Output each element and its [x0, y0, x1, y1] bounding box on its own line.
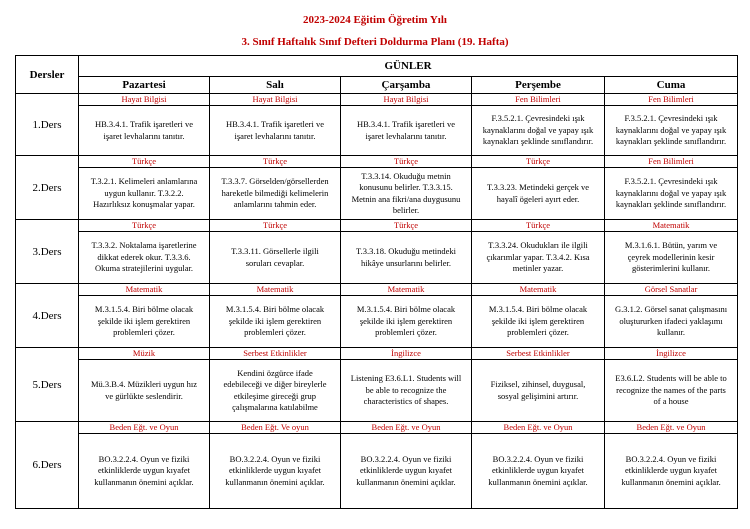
learning-outcome-text — [605, 106, 737, 155]
outcome-text: HB.3.4.1. Trafik işaretleri ve işaret levhalarını tanıtır. — [226, 119, 324, 141]
table-row — [16, 220, 738, 284]
outcome-text: BO.3.2.2.4. Oyun ve fiziki etkinliklerde uygun kıyafet kullanmanın önemini açıklar. — [94, 453, 194, 487]
lesson-cell — [210, 94, 341, 156]
lesson-cell — [341, 422, 472, 509]
outcome-text: T.3.3.24. Okudukları ile ilgili çıkarımlar yapar. T.3.4.2. Kısa metinler yazar. — [486, 240, 590, 274]
lesson-cell — [79, 220, 210, 284]
weekly-plan-table — [15, 55, 738, 509]
lesson-cell — [210, 220, 341, 284]
subject-label: Türkçe — [472, 220, 604, 232]
subject-label: İngilizce — [341, 348, 471, 360]
subject-label: Türkçe — [341, 220, 471, 232]
outcome-text: T.3.3.7. Görselden/görsellerden hareketle bilmediği kelimelerin anlamlarını tahmin eder. — [221, 176, 329, 210]
lesson-cell — [210, 348, 341, 422]
lesson-cell — [79, 156, 210, 220]
day-header-friday: Cuma — [605, 77, 738, 94]
lesson-cell — [472, 94, 605, 156]
outcome-text: F.3.5.2.1. Çevresindeki ışık kaynaklarını doğal ve yapay ışık kaynakları şeklinde sınıflandırır. — [615, 176, 727, 210]
subject-label: İngilizce — [605, 348, 737, 360]
learning-outcome-text — [605, 232, 737, 283]
day-header-tuesday: Salı — [210, 77, 341, 94]
lesson-cell — [472, 422, 605, 509]
learning-outcome-text — [341, 168, 471, 219]
subject-label: Türkçe — [79, 156, 209, 168]
lesson-cell — [210, 422, 341, 509]
learning-outcome-text — [79, 434, 209, 508]
lesson-cell — [79, 284, 210, 348]
outcome-text: BO.3.2.2.4. Oyun ve fiziki etkinliklerde uygun kıyafet kullanmanın önemini açıklar. — [225, 453, 325, 487]
lesson-period-label: 1.Ders — [16, 94, 79, 156]
lesson-cell — [79, 422, 210, 509]
subject-label: Hayat Bilgisi — [79, 94, 209, 106]
subject-label: Serbest Etkinlikler — [210, 348, 340, 360]
outcome-text: T.3.3.14. Okuduğu metnin konusunu belirler. T.3.3.15. Metnin ana fikri/ana duygusunu belirler. — [351, 170, 461, 215]
learning-outcome-text — [79, 360, 209, 421]
subject-label: Fen Bilimleri — [605, 94, 737, 106]
learning-outcome-text — [210, 168, 340, 219]
outcome-text: T.3.3.18. Okuduğu metindeki hikâye unsurlarını belirler. — [356, 246, 456, 268]
outcome-text: BO.3.2.2.4. Oyun ve fiziki etkinliklerde uygun kıyafet kullanmanın önemini açıklar. — [488, 453, 588, 487]
learning-outcome-text — [472, 296, 604, 347]
table-row — [16, 284, 738, 348]
day-header-thursday: Perşembe — [472, 77, 605, 94]
subject-label: Fen Bilimleri — [605, 156, 737, 168]
lesson-cell — [605, 348, 738, 422]
subject-label: Matematik — [79, 284, 209, 296]
learning-outcome-text — [472, 360, 604, 421]
lesson-cell — [472, 284, 605, 348]
subject-label: Beden Eğt. ve Oyun — [605, 422, 737, 434]
subject-label: Beden Eğt. ve Oyun — [79, 422, 209, 434]
learning-outcome-text — [210, 232, 340, 283]
outcome-text: HB.3.4.1. Trafik işaretleri ve işaret levhalarını tanıtır. — [357, 119, 455, 141]
subject-label: Beden Eğt. ve Oyun — [341, 422, 471, 434]
learning-outcome-text — [472, 168, 604, 219]
learning-outcome-text — [472, 232, 604, 283]
outcome-text: Kendini özgürce ifade edebileceği ve diğer bireylerle etkileşime gireceği grup çalışmalarına katılabilme — [223, 367, 327, 412]
learning-outcome-text — [605, 296, 737, 347]
outcome-text: F.3.5.2.1. Çevresindeki ışık kaynaklarını doğal ve yapay ışık kaynakları şeklinde sınıflandırır. — [615, 113, 727, 147]
outcome-text: F.3.5.2.1. Çevresindeki ışık kaynaklarını doğal ve yapay ışık kaynakları şeklinde sınıflandırır. — [482, 113, 594, 147]
outcome-text: HB.3.4.1. Trafik işaretleri ve işaret levhalarını tanıtır. — [95, 119, 193, 141]
lesson-cell — [341, 156, 472, 220]
table-row — [16, 348, 738, 422]
subject-label: Müzik — [79, 348, 209, 360]
subject-label: Türkçe — [341, 156, 471, 168]
lesson-period-label: 3.Ders — [16, 220, 79, 284]
subject-label: Türkçe — [210, 156, 340, 168]
day-header-monday: Pazartesi — [79, 77, 210, 94]
learning-outcome-text — [341, 232, 471, 283]
subject-label: Fen Bilimleri — [472, 94, 604, 106]
lesson-cell — [341, 220, 472, 284]
learning-outcome-text — [79, 168, 209, 219]
outcome-text: M.3.1.5.4. Biri bölme olacak şekilde iki işlem gerektiren problemleri çözer. — [94, 304, 194, 338]
learning-outcome-text — [210, 296, 340, 347]
lesson-period-label: 4.Ders — [16, 284, 79, 348]
lesson-cell — [605, 156, 738, 220]
outcome-text: Fiziksel, zihinsel, duygusal, sosyal gelişimini artırır. — [490, 379, 586, 401]
dersler-header: Dersler — [16, 56, 79, 94]
lesson-cell — [605, 284, 738, 348]
gunler-header: GÜNLER — [79, 56, 738, 77]
subject-label: Hayat Bilgisi — [341, 94, 471, 106]
subject-label: Türkçe — [210, 220, 340, 232]
lesson-cell — [341, 94, 472, 156]
learning-outcome-text — [472, 106, 604, 155]
outcome-text: G.3.1.2. Görsel sanat çalışmasını oluştururken ifadeci yaklaşımı kullanır. — [614, 304, 728, 338]
table-row — [16, 422, 738, 509]
learning-outcome-text — [341, 106, 471, 155]
learning-outcome-text — [341, 296, 471, 347]
table-row — [16, 94, 738, 156]
learning-outcome-text — [79, 296, 209, 347]
outcome-text: M.3.1.6.1. Bütün, yarım ve çeyrek modellerinin kesir gösterimlerini kullanır. — [624, 240, 718, 274]
outcome-text: M.3.1.5.4. Biri bölme olacak şekilde iki işlem gerektiren problemleri çözer. — [488, 304, 588, 338]
learning-outcome-text — [605, 168, 737, 219]
learning-outcome-text — [341, 360, 471, 421]
learning-outcome-text — [79, 232, 209, 283]
learning-outcome-text — [605, 434, 737, 508]
lesson-period-label: 5.Ders — [16, 348, 79, 422]
outcome-text: M.3.1.5.4. Biri bölme olacak şekilde iki işlem gerektiren problemleri çözer. — [225, 304, 325, 338]
outcome-text: Listening E3.6.L1. Students will be able to recognize the characteristics of shapes. — [350, 373, 462, 407]
outcome-text: E3.6.L2. Students will be able to recognize the names of the parts of a house — [615, 373, 727, 407]
lesson-cell — [605, 422, 738, 509]
document-subtitle: 3. Sınıf Haftalık Sınıf Defteri Doldurma Planı (19. Hafta) — [241, 36, 509, 48]
lesson-period-label: 2.Ders — [16, 156, 79, 220]
lesson-cell — [210, 156, 341, 220]
subject-label: Matematik — [210, 284, 340, 296]
learning-outcome-text — [341, 434, 471, 508]
outcome-text: T.3.2.1. Kelimeleri anlamlarına uygun kullanır. T.3.2.2. Hazırlıksız konuşmalar yapar. — [90, 176, 198, 210]
subject-label: Hayat Bilgisi — [210, 94, 340, 106]
subject-label: Görsel Sanatlar — [605, 284, 737, 296]
lesson-cell — [79, 348, 210, 422]
subject-label: Serbest Etkinlikler — [472, 348, 604, 360]
outcome-text: T.3.3.2. Noktalama işaretlerine dikkat ederek okur. T.3.3.6. Okuma stratejilerini uygular. — [91, 240, 197, 274]
subject-label: Türkçe — [472, 156, 604, 168]
outcome-text: M.3.1.5.4. Biri bölme olacak şekilde iki işlem gerektiren problemleri çözer. — [356, 304, 456, 338]
learning-outcome-text — [210, 360, 340, 421]
learning-outcome-text — [210, 106, 340, 155]
lesson-cell — [341, 284, 472, 348]
lesson-cell — [605, 94, 738, 156]
outcome-text: Mü.3.B.4. Müzikleri uygun hız ve gürlükte seslendirir. — [90, 379, 197, 401]
outcome-text: T.3.3.11. Görsellerle ilgili soruları cevaplar. — [231, 246, 319, 268]
outcome-text: BO.3.2.2.4. Oyun ve fiziki etkinliklerde uygun kıyafet kullanmanın önemini açıklar. — [621, 453, 721, 487]
lesson-cell — [605, 220, 738, 284]
lesson-cell — [341, 348, 472, 422]
lesson-cell — [79, 94, 210, 156]
lesson-cell — [472, 220, 605, 284]
subject-label: Türkçe — [79, 220, 209, 232]
lesson-period-label: 6.Ders — [16, 422, 79, 509]
lesson-cell — [472, 156, 605, 220]
day-header-wednesday: Çarşamba — [341, 77, 472, 94]
outcome-text: T.3.3.23. Metindeki gerçek ve hayalî ögeleri ayırt eder. — [486, 182, 590, 204]
subject-label: Beden Eğt. ve Oyun — [472, 422, 604, 434]
learning-outcome-text — [79, 106, 209, 155]
lesson-cell — [210, 284, 341, 348]
learning-outcome-text — [210, 434, 340, 508]
document-title: 2023-2024 Eğitim Öğretim Yılı — [303, 14, 447, 26]
subject-label: Matematik — [341, 284, 471, 296]
table-row — [16, 156, 738, 220]
subject-label: Matematik — [472, 284, 604, 296]
subject-label: Matematik — [605, 220, 737, 232]
lesson-cell — [472, 348, 605, 422]
learning-outcome-text — [605, 360, 737, 421]
subject-label: Beden Eğt. Ve oyun — [210, 422, 340, 434]
outcome-text: BO.3.2.2.4. Oyun ve fiziki etkinliklerde uygun kıyafet kullanmanın önemini açıklar. — [356, 453, 456, 487]
learning-outcome-text — [472, 434, 604, 508]
